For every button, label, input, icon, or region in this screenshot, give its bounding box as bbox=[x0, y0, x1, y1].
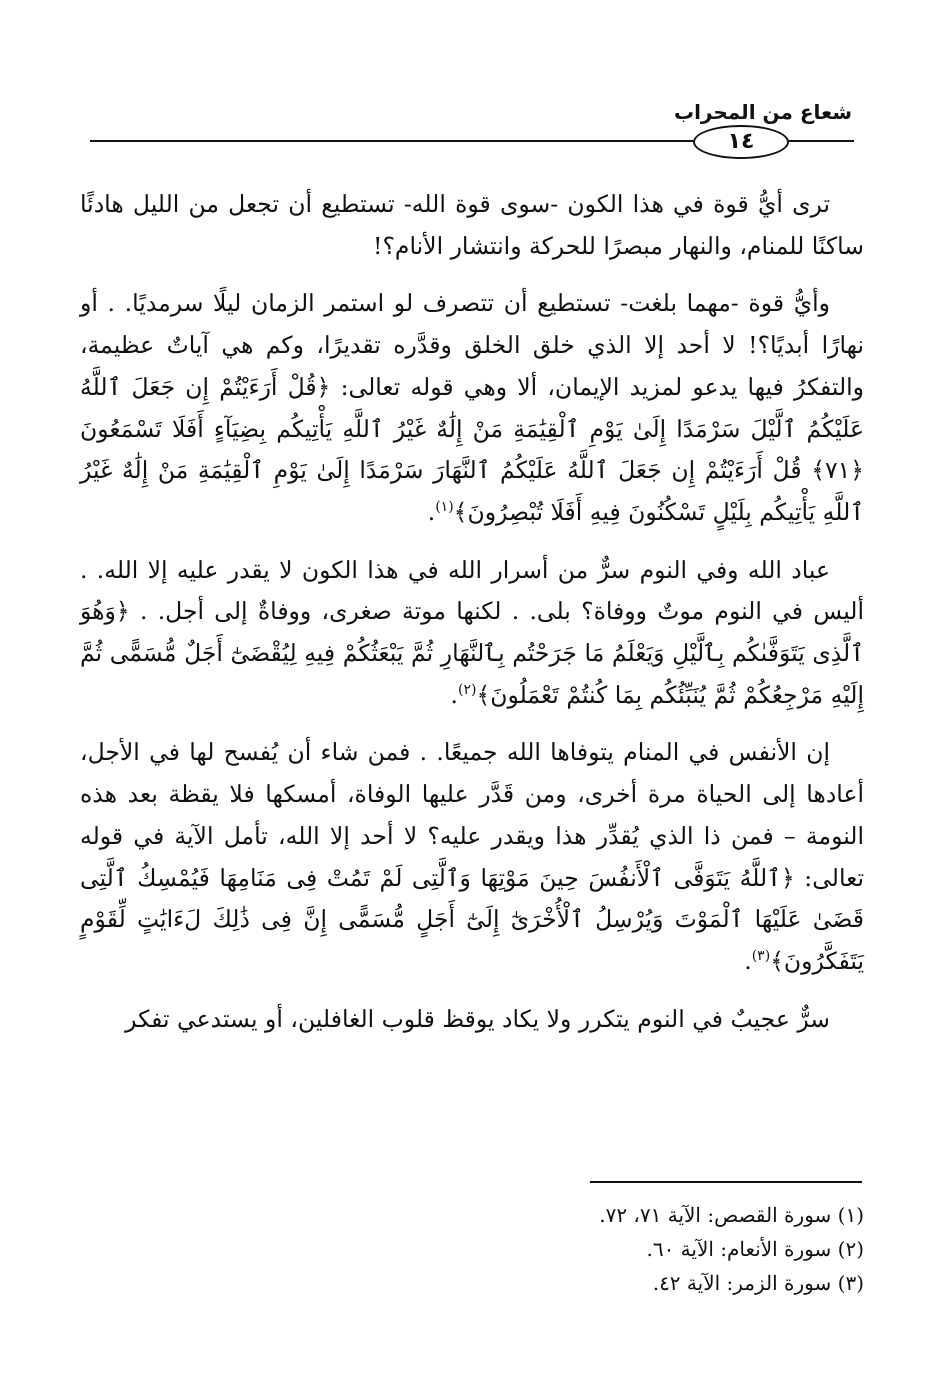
footnote-1: (١) سورة القصص: الآية ٧١، ٧٢. bbox=[599, 1203, 864, 1227]
footnote-3: (٣) سورة الزمر: الآية ٤٢. bbox=[652, 1271, 864, 1295]
paragraph-1: ترى أيُّ قوة في هذا الكون -سوى قوة الله- تستطيع أن تجعل من الليل هادئًا ساكنًا للمنام، والنهار مبصرًا للحركة وانتشار الأنام؟! bbox=[80, 190, 864, 260]
paragraph-4 bbox=[80, 732, 864, 982]
running-title: شعاع من المحراب bbox=[673, 100, 852, 124]
paragraph-2-end: . bbox=[427, 497, 436, 526]
paragraph-5: سرٌّ عجيبٌ في النوم يتكرر ولا يكاد يوقظ قلوب الغافلين، أو يستدعي تفكر bbox=[125, 1004, 830, 1033]
quran-verse-zumar: ﴿ٱللَّهُ يَتَوَفَّى ٱلْأَنفُسَ حِينَ مَوْتِهَا وَٱلَّتِى لَمْ تَمُتْ فِى مَنَامِهَا فَيُمْسِكُ ٱلَّتِى قَضَىٰ عَلَيْهَا ٱلْمَوْتَ وَيُرْسِلُ ٱلْأُخْرَىٰٓ إِلَىٰٓ أَجَلٍ مُّسَمًّى إِنَّ فِى ذَٰلِكَ لَءَايَٰتٍ لِّقَوْمٍ يَتَفَكَّرُونَ﴾ bbox=[80, 863, 864, 975]
body-text bbox=[80, 184, 864, 1056]
footnote-2: (٢) سورة الأنعام: الآية ٦٠. bbox=[646, 1237, 864, 1261]
paragraph-3 bbox=[80, 550, 864, 717]
footnotes bbox=[80, 1198, 864, 1300]
footnote-ref-3: (٣) bbox=[751, 948, 771, 965]
paragraph-4-text: إن الأنفس في المنام يتوفاها الله جميعًا. . فمن شاء أن يُفسح لها في الأجل، أعادها إلى الحياة مرة أخرى، ومن قَدَّر عليها الوفاة، أمسكها فلا يقظة بعد هذه النومة – فمن ذا الذي يُقدِّر هذا ويقدر عليه؟ لا أحد إلا الله، تأمل الآية في قوله تعالى: bbox=[80, 738, 864, 892]
quran-verse-anam: ﴿وَهُوَ ٱلَّذِى يَتَوَفَّىٰكُم بِٱلَّيْلِ وَيَعْلَمُ مَا جَرَحْتُم بِٱلنَّهَارِ ثُمَّ يَبْعَثُكُمْ فِيهِ لِيُقْضَىٰٓ أَجَلٌ مُّسَمًّى ثُمَّ إِلَيْهِ مَرْجِعُكُمْ ثُمَّ يُنَبِّئُكُم بِمَا كُنتُمْ تَعْمَلُونَ﴾ bbox=[80, 597, 864, 709]
footnote-ref-2: (٢) bbox=[457, 681, 477, 698]
paragraph-2 bbox=[80, 283, 864, 533]
quran-verse-qasas: ﴿قُلْ أَرَءَيْتُمْ إِن جَعَلَ ٱللَّهُ عَلَيْكُمُ ٱلَّيْلَ سَرْمَدًا إِلَىٰ يَوْمِ ٱلْقِيَٰمَةِ مَنْ إِلَٰهٌ غَيْرُ ٱللَّهِ يَأْتِيكُم بِضِيَآءٍ أَفَلَا تَسْمَعُونَ ﴿٧١﴾ قُلْ أَرَءَيْتُمْ إِن جَعَلَ ٱللَّهُ عَلَيْكُمُ ٱلنَّهَارَ سَرْمَدًا إِلَىٰ يَوْمِ ٱلْقِيَٰمَةِ مَنْ إِلَٰهٌ غَيْرُ ٱللَّهِ يَأْتِيكُم بِلَيْلٍ تَسْكُنُونَ فِيهِ أَفَلَا تُبْصِرُونَ﴾ bbox=[80, 372, 864, 526]
paragraph-3-end: . bbox=[450, 680, 458, 709]
footnote-rule bbox=[590, 1181, 862, 1183]
paragraph-4-end: . bbox=[744, 946, 752, 975]
footnote-ref-1: (١) bbox=[435, 499, 454, 516]
paragraph-3-text: عباد الله وفي النوم سرٌّ من أسرار الله في هذا الكون لا يقدر عليه إلا الله. . أليس في النوم موتٌ ووفاة؟ بلى. . لكنها موتة صغرى، ووفاةٌ إلى أجل. . bbox=[80, 555, 864, 626]
paragraph-2-text: وأيُّ قوة -مهما بلغت- تستطيع أن تتصرف لو استمر الزمان ليلًا سرمديًا. . أو نهارًا أبديًا؟! لا أحد إلا الذي خلق الخلق وقدَّره تقديرًا، وكم هي آياتٌ عظيمة، والتفكرُ فيها يدعو لمزيد الإيمان، ألا وهي قوله تعالى: bbox=[80, 289, 864, 401]
page-number: ١٤ bbox=[693, 125, 789, 159]
